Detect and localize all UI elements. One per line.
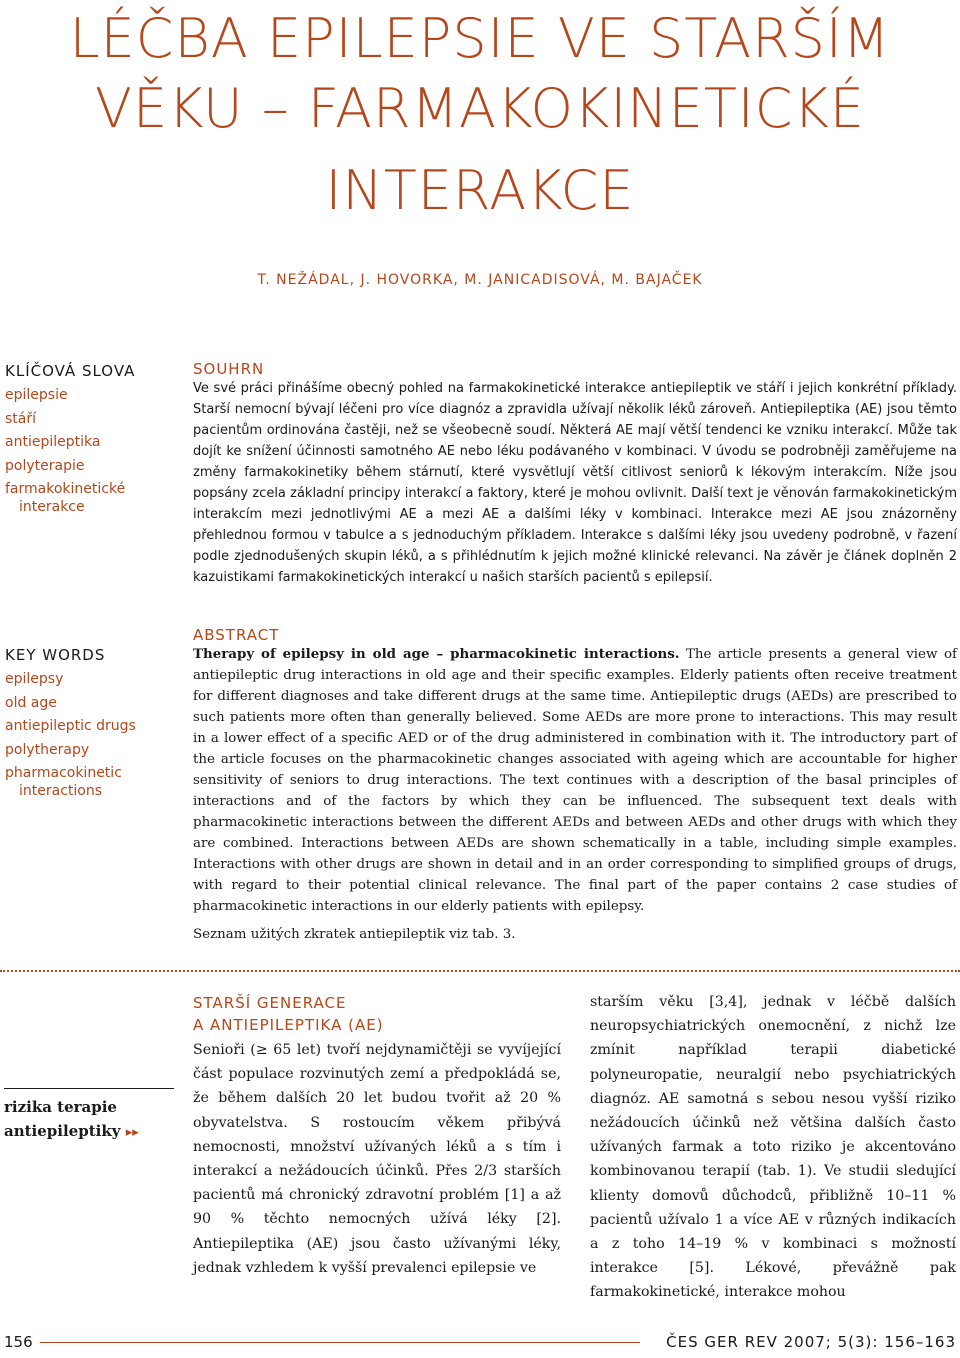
keywords-cz-heading: KLÍČOVÁ SLOVA (5, 362, 136, 380)
body-text-col2: starším věku [3,4], jednak v léčbě dalších neuropsychiatrických onemocnění, z nichž lze zmínit například terapii diabetické polyneuropatie, neuralgií nebo psychiatrických diagnóz. AE samotná s sebou nesou vyšší riziko nežádoucích účinků než většina dalších často užívaných farmak a toto riziko je akcentováno kombinovanou terapií (tab. 1). Ve studii sledující klienty domovů důchodců, přibližně 10–11 % pacientů užívalo 1 a více AE v různých indikacích a z toho 14–19 % v kombinaci s možností interakce [5]. Lékové, převážně pak farmakokinetické, interakce mohou (590, 994, 956, 1301)
dotted-divider (0, 970, 960, 972)
souhrn-heading: SOUHRN (193, 360, 265, 378)
keyword-item: farmakokinetické (5, 481, 126, 497)
souhrn-text: Ve své práci přinášíme obecný pohled na farmakokinetické interakce antiepileptik ve stáří i jejich konkrétní příklady. Starší nemocní bývají léčeni pro více diagnóz a zpravidla užívají několik léků zároveň. Antiepileptika (AE) jsou těmto pacientům ordinována častěji, než se všeobecně soudí. Některá AE mají větší tendenci ke vzniku interakcí. Může tak dojít ke snížení účinnosti samotného AE nebo léku podávaného v kombinaci. V úvodu se podrobněji zaměřujeme na změny farmakokinetiky během stárnutí, které vysvětlují větší citlivost seniorů k lékovým interakcím. Níže jsou popsány zcela základní principy interakcí a faktory, které je mohou ovlivnit. Další text je věnován farmakokinetickým interakcím mezi jednotlivými AE a mezi AE a dalšími léky v kombinaci. Interakce mezi AE jsou znázorněny přehlednou formou v tabulce a s jednoduchým příkladem. Interakce s dalšími léky jsou uvedeny podrobně, v řazení podle zjednodušených skupin léků, a s přihlédnutím k jejich možné klinické relevanci. Na závěr je článek doplněn 2 kazuistikami farmakokinetických interakcí u našich starších pacientů s epilepsií. (193, 381, 957, 585)
body-text-col1: Senioři (≥ 65 let) tvoří nejdynamičtěji se vyvíjející část populace rozvinutých zemí a předpokládá se, že během dalších 20 let budou tvořit až 20 % obyvatelstva. S rostoucím věkem přibývá nemocnosti, množství užívaných léků a s tím i interakcí a nežádoucích účinků. Přes 2/3 starších pacientů má chronický zdravotní problém [1] a až 90 % těchto nemocných užívá léky [2]. Antiepileptika (AE) jsou často užívanými léky, jednak vzhledem k vyšší prevalenci epilepsie ve (193, 1042, 561, 1276)
abstract-paragraph (193, 644, 957, 917)
margin-note-line-2 (4, 1119, 174, 1145)
section-heading-line-1: STARŠÍ GENERACE (193, 994, 347, 1012)
double-arrow-icon: ▸▸ (125, 1125, 139, 1140)
keyword-item: old age (5, 694, 57, 711)
keywords-en-heading: KEY WORDS (5, 646, 106, 664)
margin-note-label: antiepileptiky (4, 1122, 121, 1140)
abstract-section (193, 626, 957, 917)
keyword-item: epilepsy (5, 671, 64, 687)
page-number: 156 (4, 1333, 33, 1351)
keyword-item: pharmacokinetic (5, 765, 122, 781)
title-line-3: INTERAKCE (325, 159, 635, 222)
abstract-lead: Therapy of epilepsy in old age – pharmacokinetic interactions. (193, 646, 680, 662)
keyword-item: antiepileptika (5, 434, 101, 450)
keyword-item: stáří (5, 410, 37, 427)
title-line-1: LÉČBA EPILEPSIE VE STARŠÍM (69, 7, 891, 70)
abstract-text: The article presents a general view of antiepileptic drug interactions in old age and their specific examples. Elderly patients often receive treatment for different diagnoses and take different drugs at the same time. Antiepileptic drugs (AEDs) are prescribed to such patients more often than generally believed. Some AEDs are more prone to interactions. This may result in a lower effect of a specific AED or of the drug administered in combination with it. The introductory part of the article focuses on the pharmacokinetic changes associated with ageing which are accountable for higher sensitivity of seniors to drug interactions. The text continues with a description of the basal principles of interactions and of the factors by which they can be influenced. The subsequent text deals with pharmacokinetic interactions between the different AEDs and between AEDs and other drugs with which they are combined. Interactions between AEDs are shown schematically in a table, including simple examples. Interactions with other drugs are shown in detail and in an order corresponding to simplified groups of drugs, with regard to their potential clinical relevance. The final part of the paper contains 2 case studies of pharmacokinetic interactions in our elderly patients with epilepsy. (193, 647, 957, 914)
section-heading-line-2: A ANTIEPILEPTIKA (AE) (193, 1016, 384, 1034)
keyword-item: interakce (19, 498, 85, 515)
souhrn-section (193, 360, 957, 588)
abbreviation-note: Seznam užitých zkratek antiepileptik viz tab. 3. (193, 927, 516, 942)
keyword-item: polytherapy (5, 741, 90, 758)
abstract-heading: ABSTRACT (193, 626, 280, 644)
keyword-item: polyterapie (5, 457, 85, 474)
keywords-en (5, 646, 175, 803)
journal-citation: ČES GER REV 2007; 5(3): 156–163 (666, 1333, 956, 1351)
keywords-cz (5, 362, 175, 519)
keyword-item: interactions (19, 782, 103, 799)
section-heading (193, 992, 561, 1036)
keywords-en-list (5, 668, 175, 803)
authors: T. NEŽÁDAL, J. HOVORKA, M. JANICADISOVÁ, M. BAJAČEK (257, 272, 703, 288)
footer-rule (40, 1342, 640, 1343)
keyword-item: antiepileptic drugs (5, 718, 136, 734)
keywords-cz-list (5, 384, 175, 519)
title-line-2: VĚKU – FARMAKOKINETICKÉ (95, 77, 865, 140)
body-column-2 (590, 990, 956, 1305)
margin-note (4, 1088, 174, 1145)
keyword-item: epilepsie (5, 387, 68, 403)
body-column-1 (193, 992, 561, 1280)
margin-note-line-1: rizika terapie (4, 1098, 117, 1116)
